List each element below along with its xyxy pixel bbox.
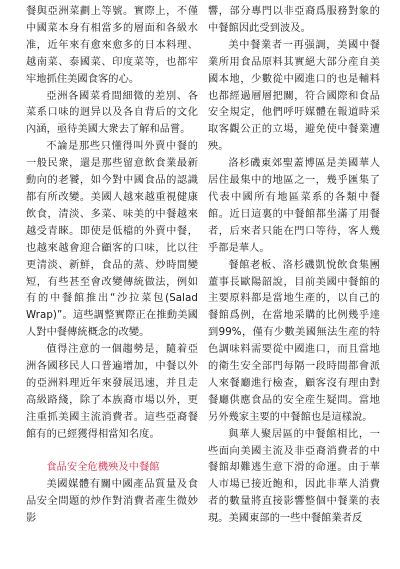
paragraph-3: 不論是那些只懂得叫外賣中餐的一般民衆，還是那些留意飲食業最新動向的老饕，如今對中國食品的認識都有所改變。美國人越來越重視健康飲食，清淡、多菜、味美的中餐越來越受青睞。即使是低檔的外賣中餐，也越來越會迎合顧客的口味，比以往更清淡、新鮮，食品的蒸、炒時間變短，有些甚至會改變傳統做法，例如有的中餐館推出“沙拉菜包(Salad Wrap)”。這些調整實際正在推動美國人對中餐傳統概念的改變。	[26, 141, 198, 339]
paragraph-1: 餐與亞洲菜劃上等號。實際上，不僅中國菜本身有相當多的層面和各級水准，近年來有愈來愈多的日本料理、越南菜、泰國菜、印度菜等，也都牢牢地抓住美國食客的心。	[26, 6, 198, 85]
left-column	[26, 4, 198, 528]
section-spacer	[26, 444, 198, 461]
section-heading: 食品安全危機殃及中餐館	[46, 462, 160, 474]
paragraph-10: 與華人聚居區的中餐館相比，一些面向美國主流及非亞裔消費者的中餐館却難逃生意下滑的命運。由于華人市場已接近飽和，因此非華人消費者的數量將直接影響整個中餐業的表現。美國東部的一些中餐館業者反	[208, 428, 380, 525]
paragraph-7: 美中餐業者一再强調，美國中餐業所用食品原料其實絕大部分産自美國本地，少數從中國進口的也是輔料也都經過層層把關，符合國際和食品安全規定，他們呼吁媒體在報道時采取客觀公正的立場，避免使中餐業遭殃。	[208, 39, 380, 153]
paragraph-4: 值得注意的一個趨勢是，隨着亞洲各國移民人口普遍增加，中餐以外的亞洲料理近年來發展迅速，并且走高級路綫，除了本族裔市場以外，更注重抓美國主流消費者。這些亞裔餐館有的已經獲得相當知名度。	[26, 344, 198, 440]
paragraph-8: 洛杉磯東郊聖蓋博區是美國華人居住最集中的地區之一，幾乎匯集了代表中國所有地區菜系的各類中餐館。近日這裏的中餐館都坐滿了用餐者，后來者只能在門口等待，客人幾乎都是華人。	[208, 158, 380, 254]
right-column	[208, 4, 380, 528]
paragraph-2: 亞洲各國菜肴間細微的差別、各菜系口味的迥异以及各自背后的文化內涵，亟待美國大衆去了解和品嘗。	[26, 90, 198, 136]
paragraph-6: 響，部分專門以非亞裔爲服務對象的中餐館因此受到波及。	[208, 6, 380, 34]
paragraph-9: 餐館老板、洛杉磯凱悅飲食集團董事長歐陽韶說，目前美國中餐館的主要原料都是當地生產的，以自己的餐館爲例，在當地采購的比例幾乎達到99%，僅有少數美國無法生産的特色調味料需要從中國進口，而且當地的衛生安全部門每隔一段時間都會派人來餐廳進行檢查，顧客沒有理由對餐廳供應食品的安全産生疑問。當地另外幾家主要的中餐館也是這樣說。	[208, 259, 380, 423]
paragraph-5: 美國媒體有關中國產品質量及食品安全問題的炒作對消費者產生微妙影	[26, 479, 198, 525]
